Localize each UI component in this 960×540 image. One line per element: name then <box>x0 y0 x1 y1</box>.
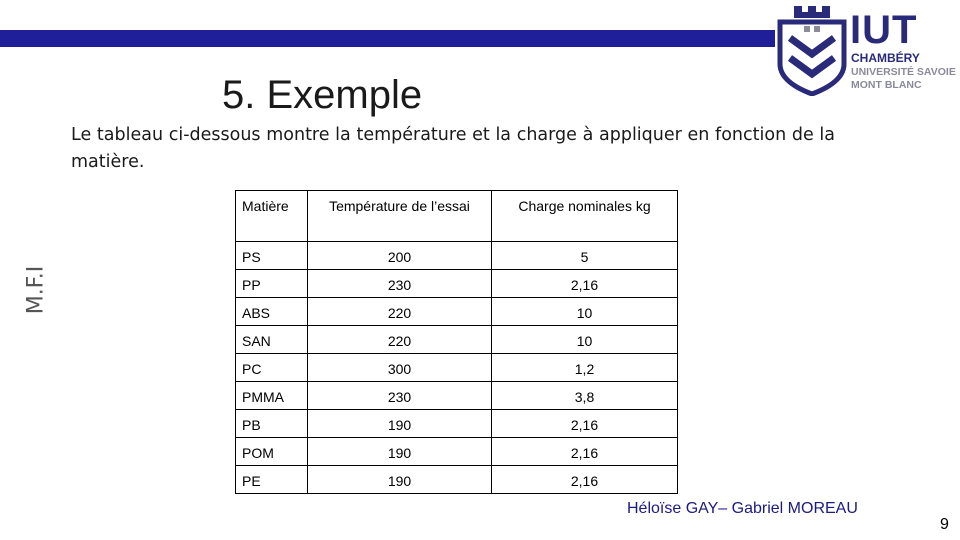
table-row <box>236 410 678 438</box>
logo-iut-text: IUT <box>850 8 918 52</box>
logo-montblanc-text: MONT BLANC <box>851 79 922 91</box>
cell-charge: 10 <box>492 326 678 354</box>
cell-charge: 10 <box>492 298 678 326</box>
cell-temperature: 220 <box>308 326 492 354</box>
table-row <box>236 354 678 382</box>
side-label-text: M.F.I <box>23 265 49 315</box>
cell-charge: 2,16 <box>492 466 678 494</box>
table-row <box>236 242 678 270</box>
cell-matiere: ABS <box>236 298 308 326</box>
table-row <box>236 270 678 298</box>
header-charge: Charge nominales kg <box>492 191 678 242</box>
side-label <box>16 230 56 350</box>
iut-shield-icon <box>776 4 848 96</box>
iut-logo <box>776 4 956 98</box>
cell-temperature: 230 <box>308 382 492 410</box>
cell-charge: 2,16 <box>492 438 678 466</box>
table-row <box>236 298 678 326</box>
cell-matiere: PMMA <box>236 382 308 410</box>
cell-matiere: PE <box>236 466 308 494</box>
logo-chambery-text: CHAMBÉRY <box>851 51 920 65</box>
cell-temperature: 230 <box>308 270 492 298</box>
cell-temperature: 200 <box>308 242 492 270</box>
cell-charge: 1,2 <box>492 354 678 382</box>
cell-temperature: 190 <box>308 438 492 466</box>
cell-matiere: PB <box>236 410 308 438</box>
header-bar <box>0 30 775 47</box>
authors-footer: Héloïse GAY– Gabriel MOREAU <box>627 500 858 517</box>
cell-matiere: PC <box>236 354 308 382</box>
header-matiere: Matière <box>236 191 308 242</box>
cell-temperature: 190 <box>308 410 492 438</box>
slide-title: 5. Exemple <box>222 73 423 117</box>
table-row <box>236 466 678 494</box>
cell-temperature: 300 <box>308 354 492 382</box>
logo-universite-text: UNIVERSITÉ SAVOIE <box>851 66 956 78</box>
cell-charge: 3,8 <box>492 382 678 410</box>
cell-matiere: PS <box>236 242 308 270</box>
table-row <box>236 382 678 410</box>
table-row <box>236 438 678 466</box>
table-header-row <box>236 191 678 242</box>
cell-matiere: SAN <box>236 326 308 354</box>
header-temperature: Température de l’essai <box>308 191 492 242</box>
cell-temperature: 190 <box>308 466 492 494</box>
cell-temperature: 220 <box>308 298 492 326</box>
materials-table <box>235 190 678 494</box>
cell-matiere: POM <box>236 438 308 466</box>
cell-charge: 2,16 <box>492 410 678 438</box>
table-row <box>236 326 678 354</box>
cell-charge: 2,16 <box>492 270 678 298</box>
cell-charge: 5 <box>492 242 678 270</box>
cell-matiere: PP <box>236 270 308 298</box>
page-number: 9 <box>940 516 949 533</box>
intro-paragraph: Le tableau ci-dessous montre la température et la charge à appliquer en fonction de la matière. <box>71 125 835 172</box>
